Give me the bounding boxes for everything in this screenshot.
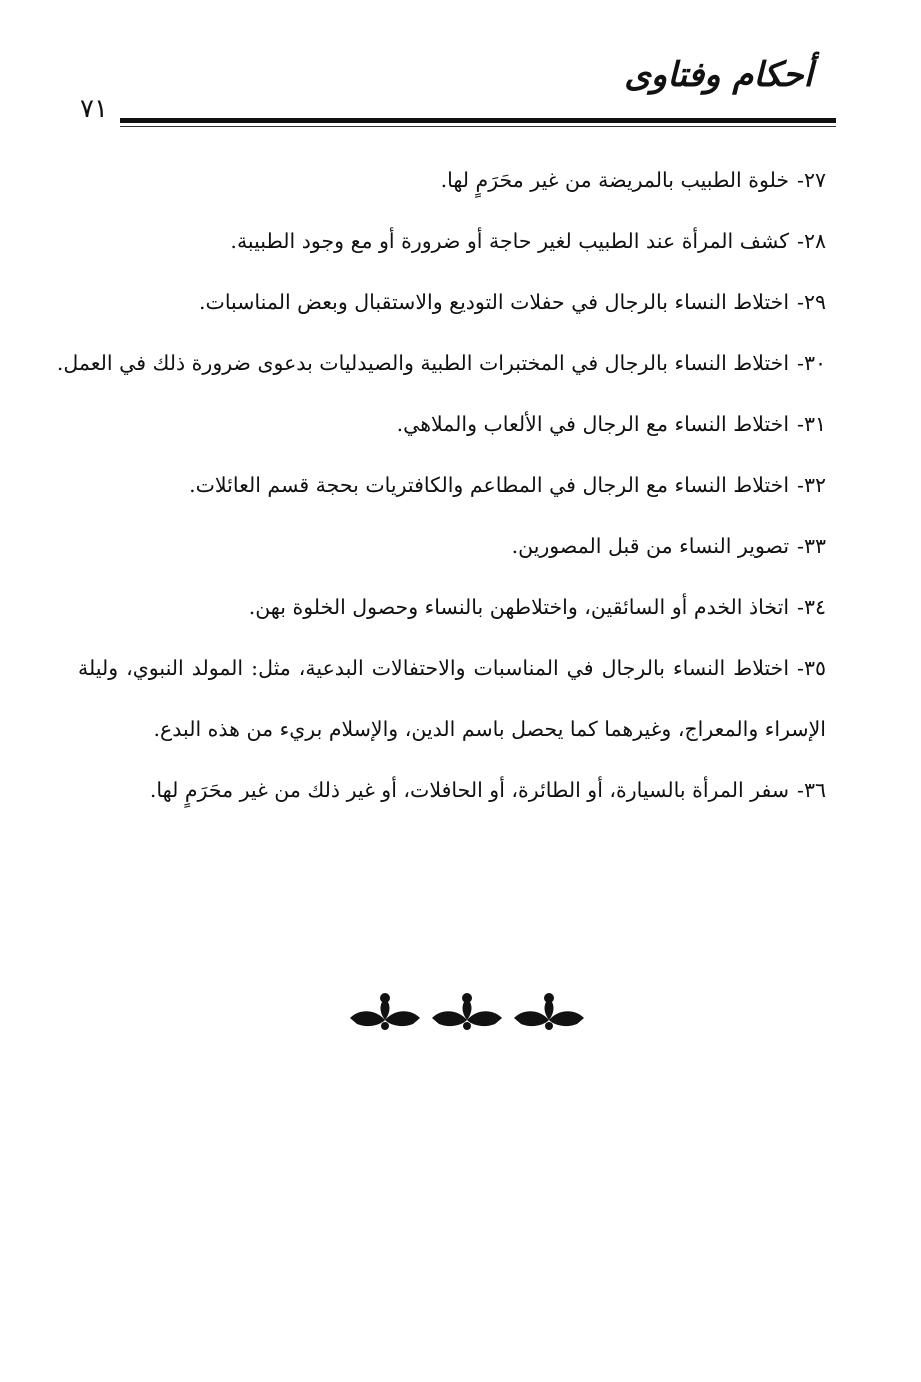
item-number: ٢٧- <box>797 168 826 192</box>
page-number: ٧١ <box>80 94 108 124</box>
list-item <box>78 211 826 272</box>
item-text: اختلاط النساء بالرجال في حفلات التوديع والاستقبال وبعض المناسبات. <box>199 290 790 314</box>
floral-ornament-icon <box>345 990 590 1040</box>
item-number: ٣٤- <box>797 595 826 619</box>
list-item <box>78 394 826 455</box>
item-number: ٣١- <box>797 412 826 436</box>
item-text: اختلاط النساء مع الرجال في الألعاب والملاهي. <box>396 412 790 436</box>
list-item <box>78 577 826 638</box>
list-item <box>78 272 826 333</box>
list-item <box>78 150 826 211</box>
item-text: تصوير النساء من قبل المصورين. <box>511 534 790 558</box>
item-number: ٣٢- <box>797 473 826 497</box>
item-number: ٢٩- <box>797 290 826 314</box>
item-text: كشف المرأة عند الطبيب لغير حاجة أو ضرورة أو مع وجود الطبيبة. <box>230 229 790 253</box>
item-text: اختلاط النساء مع الرجال في المطاعم والكافتريات بحجة قسم العائلات. <box>189 473 790 497</box>
running-header-title: أحكام وفتاوى <box>624 55 813 95</box>
item-number: ٣٦- <box>797 778 826 802</box>
item-text: خلوة الطبيب بالمريضة من غير محَرَمٍ لها. <box>440 168 790 192</box>
item-number: ٣٣- <box>797 534 826 558</box>
item-text: سفر المرأة بالسيارة، أو الطائرة، أو الحافلات، أو غير ذلك من غير محَرَمٍ لها. <box>149 778 790 802</box>
item-number: ٣٥- <box>797 656 826 680</box>
list-item <box>78 638 826 760</box>
item-number: ٢٨- <box>797 229 826 253</box>
list-item <box>78 760 826 821</box>
list-item <box>56 333 826 394</box>
item-text: اختلاط النساء بالرجال في المختبرات الطبية والصيدليات بدعوى ضرورة ذلك في العمل. <box>56 351 790 375</box>
item-text: اختلاط النساء بالرجال في المناسبات والاحتفالات البدعية، مثل: المولد النبوي، وليلة الإسراء والمعراج، وغيرهما كما يحصل باسم الدين، والإسلام بريء من هذه البدع. <box>78 656 826 741</box>
header-rule <box>120 118 836 123</box>
list-item <box>78 516 826 577</box>
item-number: ٣٠- <box>797 351 826 375</box>
header-rule-thin <box>120 126 836 127</box>
item-text: اتخاذ الخدم أو السائقين، واختلاطهن بالنساء وحصول الخلوة بهن. <box>248 595 790 619</box>
list-item <box>78 455 826 516</box>
rulings-list <box>56 150 826 821</box>
